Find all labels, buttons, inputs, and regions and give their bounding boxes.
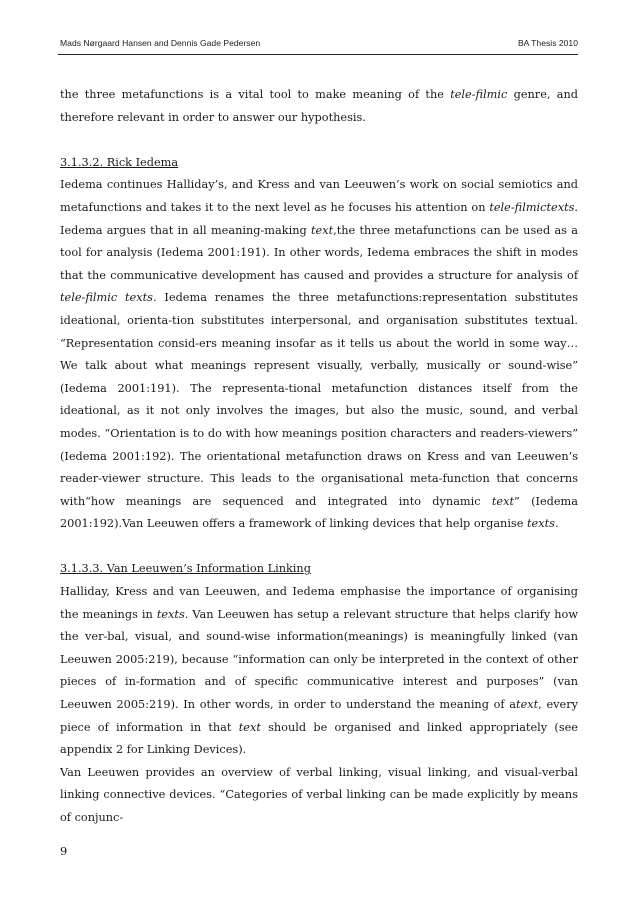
paragraph-linking-overview: Van Leeuwen provides an overview of verbal linking, visual linking, and visual-verbal linking connective devices. “Categories of verbal linking can be made explicitly by means of conjunc-	[60, 765, 578, 824]
running-header	[60, 38, 578, 52]
section-heading-van-leeuwen: 3.1.3.3. Van Leeuwen’s Information Linking	[60, 562, 311, 576]
header-authors: Mads Nørgaard Hansen and Dennis Gade Pedersen	[60, 38, 261, 48]
header-rule	[58, 54, 578, 55]
body-text	[60, 84, 578, 830]
page-number: 9	[60, 844, 68, 858]
paragraph-continuation: the three metafunctions is a vital tool to make meaning of the tele-filmic genre, and therefore relevant in order to answer our hypothesis.	[60, 88, 578, 124]
paragraph-iedema: Iedema continues Halliday’s, and Kress and van Leeuwen’s work on social semiotics and metafunctions and takes it to the next level as he focuses his attention on tele-filmictexts. Iedema argues that in all meaning-making text,the three metafunctions can be used as a tool for analysis (Iedema 2001:191). In other words, Iedema embraces the shift in modes that the communicative development has caused and provides a structure for analysis of tele-filmic texts. Iedema renames the three metafunctions:representation substitutes ideational, orienta-tion substitutes interpersonal, and organisation substitutes textual. “Representation consid-ers meaning insofar as it tells us about the world in some way…We talk about what meanings represent visually, verbally, musically or sound-wise” (Iedema 2001:191). The representa-tional metafunction distances itself from the ideational, as it not only involves the images, but also the music, sound, and verbal modes. “Orientation is to do with how meanings position characters and readers-viewers” (Iedema 2001:192). The orientational metafunction draws on Kress and van Leeuwen’s reader-viewer structure. This leads to the organisational meta-function that concerns with“how meanings are sequenced and integrated into dynamic text” (Iedema 2001:192).Van Leeuwen offers a framework of linking devices that help organise texts.	[60, 178, 578, 531]
paragraph-gap	[60, 536, 578, 559]
paragraph-gap	[60, 129, 578, 152]
paragraph-information-linking: Halliday, Kress and van Leeuwen, and Iedema emphasise the importance of organising the meanings in texts. Van Leeuwen has setup a relevant structure that helps clarify how the ver-bal, visual, and sound-wise information(meanings) is meaningfully linked (van Leeuwen 2005:219), because “information can only be interpreted in the context of other pieces of in-formation and of specific communicative interest and purposes” (van Leeuwen 2005:219). In other words, in order to understand the meaning of atext, every piece of information in that text should be organised and linked appropriately (see appendix 2 for Linking Devices).	[60, 585, 578, 757]
header-doc-title: BA Thesis 2010	[517, 38, 578, 48]
section-heading-iedema: 3.1.3.2. Rick Iedema	[60, 155, 179, 169]
